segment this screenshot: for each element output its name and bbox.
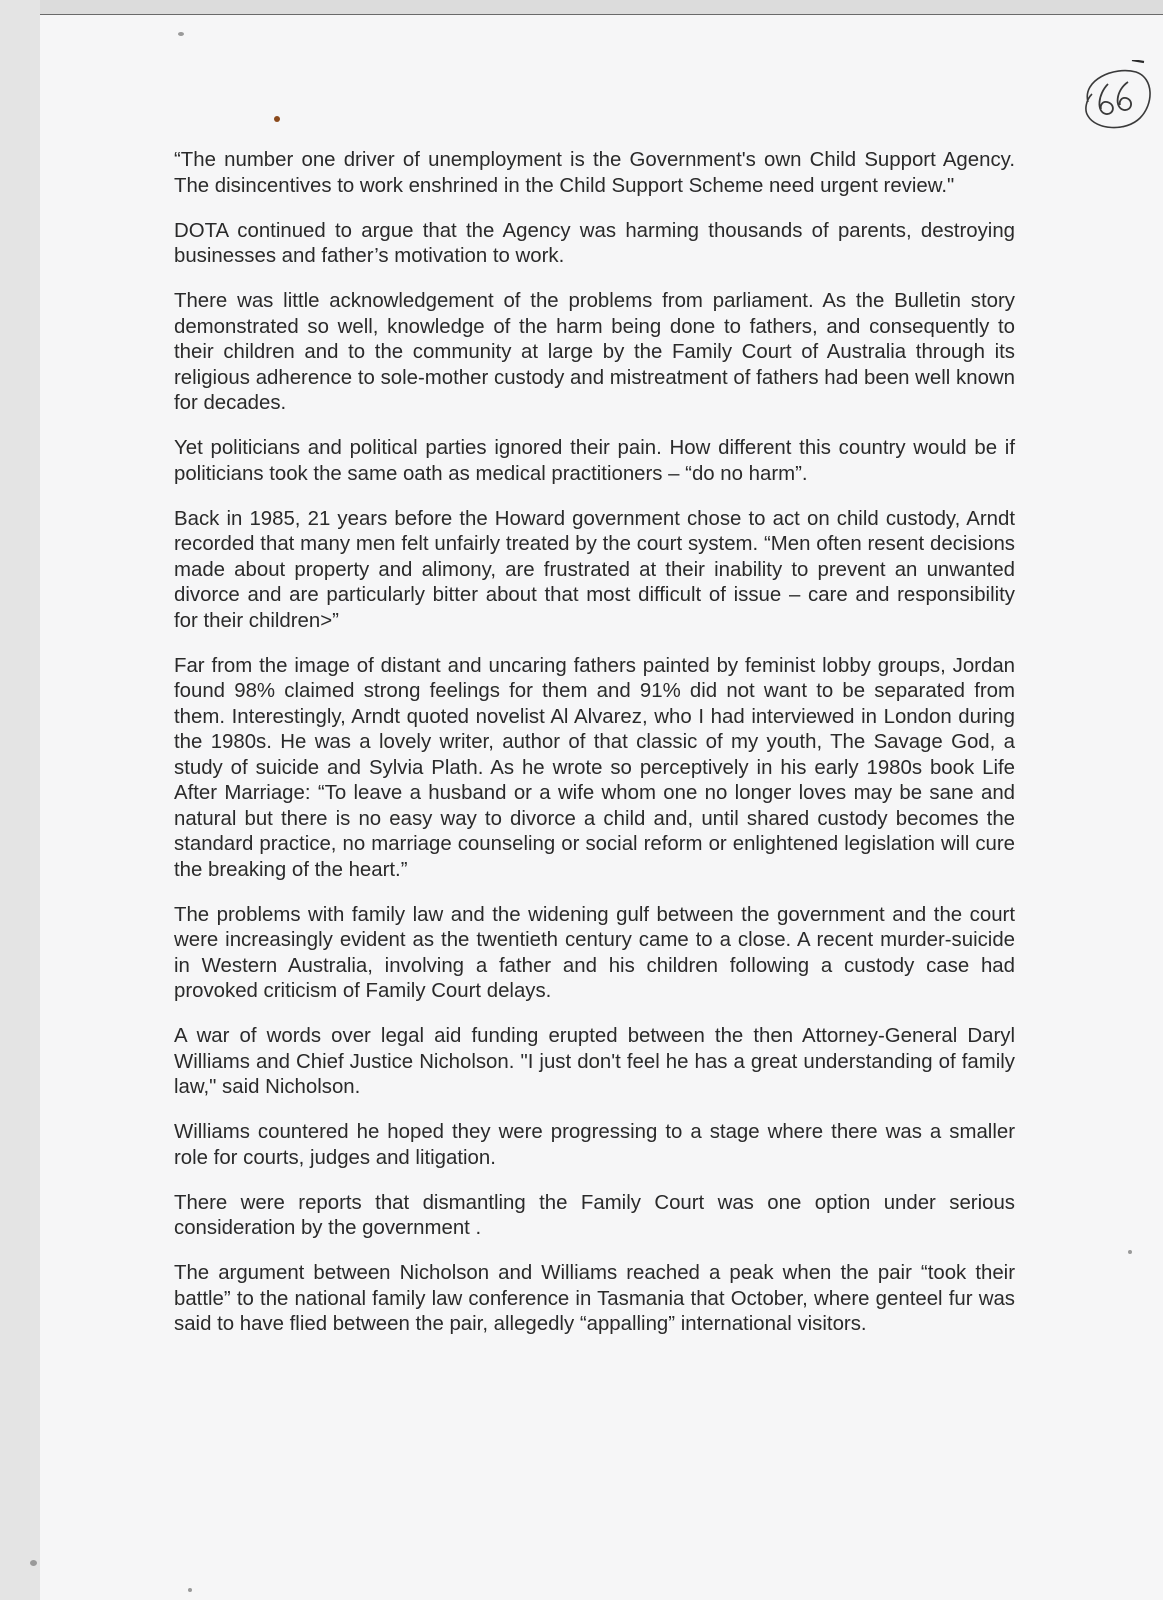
paragraph-1: “The number one driver of unemployment is the Government's own Child Support Agency. The disincentives to work enshrined in the Child Support Scheme need urgent review.": [174, 149, 1015, 197]
scan-speck: [178, 32, 184, 36]
paragraph-8: A war of words over legal aid funding erupted between the then Attorney-General Daryl Williams and Chief Justice Nicholson. "I just don't feel he has a great understanding of family law," said Nicholson.: [174, 1025, 1015, 1098]
paragraph-4: Yet politicians and political parties ignored their pain. How different this country would be if politicians took the same oath as medical practitioners – “do no harm”.: [174, 437, 1015, 485]
scan-edge-top: [0, 0, 1163, 14]
handwritten-page-number: [1074, 60, 1154, 140]
ink-dot: [274, 116, 280, 122]
paragraph-11: The argument between Nicholson and Williams reached a peak when the pair “took their battle” to the national family law conference in Tasmania that October, where genteel fur was said to have flied between the pair, allegedly “appalling” international visitors.: [174, 1262, 1015, 1335]
scan-speck: [188, 1588, 192, 1592]
paragraph-10: There were reports that dismantling the Family Court was one option under serious consideration by the government .: [174, 1191, 1015, 1239]
article-body: [174, 148, 1015, 1357]
paragraph-3: There was little acknowledgement of the problems from parliament. As the Bulletin story demonstrated so well, knowledge of the harm being done to fathers, and consequently to their children and to the community at large by the Family Court of Australia through its religious adherence to sole-mother custody and mistreatment of fathers had been well known for decades.: [174, 290, 1015, 414]
paragraph-6: Far from the image of distant and uncaring fathers painted by feminist lobby groups, Jordan found 98% claimed strong feelings for them and 91% did not want to be separated from them. Interestingly, Arndt quoted novelist Al Alvarez, who I had interviewed in London during the 1980s. He was a lovely writer, author of that classic of my youth, The Savage God, a study of suicide and Sylvia Plath. As he wrote so perceptively in his early 1980s book Life After Marriage: “To leave a husband or a wife whom one no longer loves may be sane and natural but there is no easy way to divorce a child and, until shared custody becomes the standard practice, no marriage counseling or social reform or enlightened legislation will cure the breaking of the heart.”: [174, 654, 1015, 881]
paragraph-7: The problems with family law and the widening gulf between the government and the court were increasingly evident as the twentieth century came to a close. A recent murder-suicide in Western Australia, involving a father and his children following a custody case had provoked criticism of Family Court delays.: [174, 903, 1015, 1002]
paragraph-2: DOTA continued to argue that the Agency was harming thousands of parents, destroying businesses and father’s motivation to work.: [174, 219, 1015, 267]
scan-edge-left: [0, 0, 40, 1600]
circled-page-number-mark: [1074, 60, 1154, 140]
paragraph-5: Back in 1985, 21 years before the Howard government chose to act on child custody, Arndt recorded that many men felt unfairly treated by the court system. “Men often resent decisions made about property and alimony, are frustrated at their inability to prevent an unwanted divorce and are particularly bitter about that most difficult of issue – care and responsibility for their children>”: [174, 507, 1015, 632]
scan-speck: [1128, 1250, 1132, 1254]
paragraph-9: Williams countered he hoped they were progressing to a stage where there was a smaller role for courts, judges and litigation.: [174, 1121, 1015, 1169]
scan-speck: [30, 1560, 37, 1566]
